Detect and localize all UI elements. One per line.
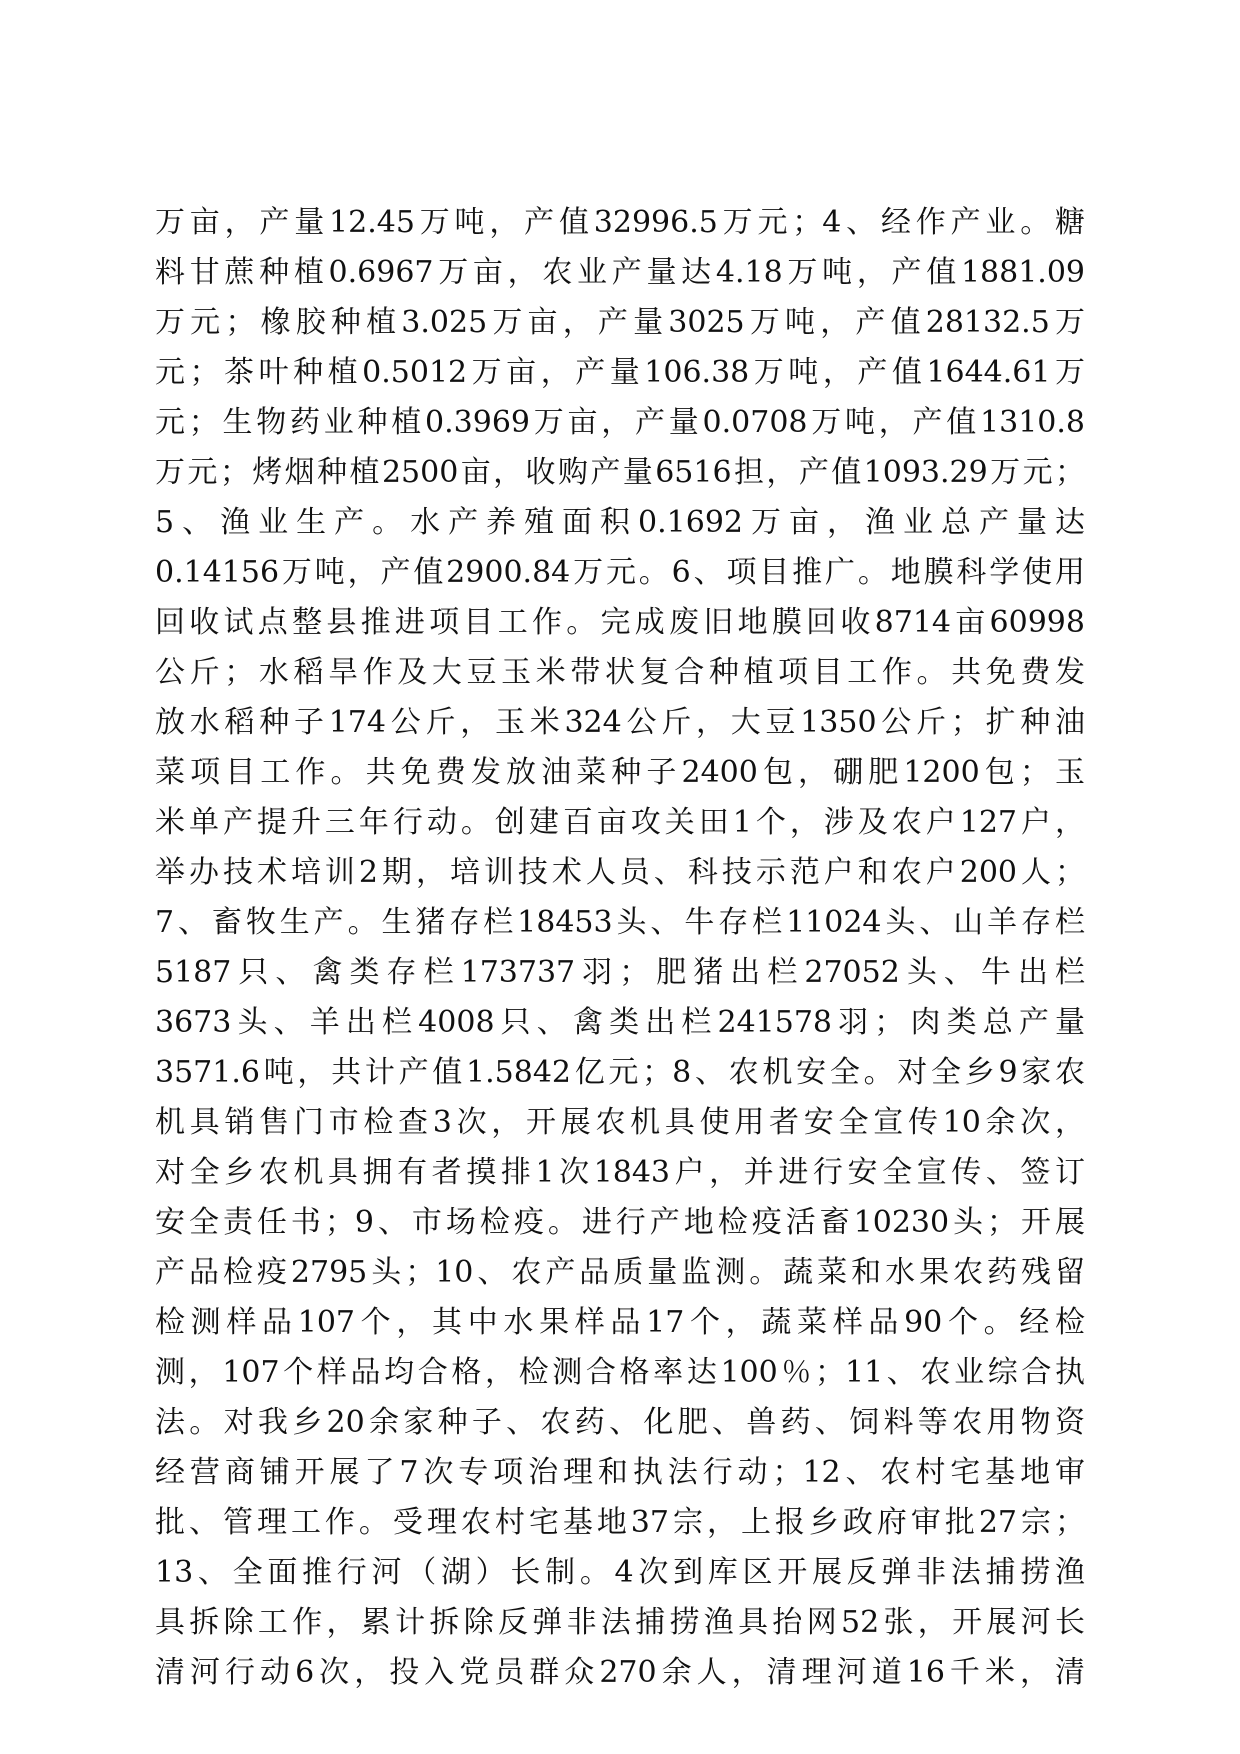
text-line: 3571.6吨，共计产值1.5842亿元；8、农机安全。对全乡9家农	[155, 1055, 1085, 1090]
text-line: 安全责任书；9、市场检疫。进行产地检疫活畜10230头；开展	[155, 1205, 1085, 1240]
text-line: 菜项目工作。共免费发放油菜种子2400包，硼肥1200包；玉	[155, 755, 1085, 790]
body-paragraph	[155, 198, 1085, 1698]
text-line: 产品检疫2795头；10、农产品质量监测。蔬菜和水果农药残留	[155, 1255, 1085, 1290]
text-line: 检测样品107个，其中水果样品17个，蔬菜样品90个。经检	[155, 1305, 1085, 1340]
text-line: 料甘蔗种植0.6967万亩，农业产量达4.18万吨，产值1881.09	[155, 255, 1085, 290]
text-line: 元；生物药业种植0.3969万亩，产量0.0708万吨，产值1310.8	[155, 405, 1085, 440]
text-line: 具拆除工作，累计拆除反弹非法捕捞渔具抬网52张，开展河长	[155, 1605, 1085, 1640]
text-line: 回收试点整县推进项目工作。完成废旧地膜回收8714亩60998	[155, 605, 1085, 640]
text-line: 举办技术培训2期，培训技术人员、科技示范户和农户200人；	[155, 855, 1085, 890]
text-line: 对全乡农机具拥有者摸排1次1843户，并进行安全宣传、签订	[155, 1155, 1085, 1190]
text-line: 5、渔业生产。水产养殖面积0.1692万亩，渔业总产量达	[155, 505, 1085, 540]
text-line: 放水稻种子174公斤，玉米324公斤，大豆1350公斤；扩种油	[155, 705, 1085, 740]
text-line: 13、全面推行河（湖）长制。4次到库区开展反弹非法捕捞渔	[155, 1555, 1085, 1590]
text-line: 7、畜牧生产。生猪存栏18453头、牛存栏11024头、山羊存栏	[155, 905, 1085, 940]
text-line: 元；茶叶种植0.5012万亩，产量106.38万吨，产值1644.61万	[155, 355, 1085, 390]
text-line: 批、管理工作。受理农村宅基地37宗，上报乡政府审批27宗；	[155, 1505, 1085, 1540]
text-line: 经营商铺开展了7次专项治理和执法行动；12、农村宅基地审	[155, 1455, 1085, 1490]
text-line: 万亩，产量12.45万吨，产值32996.5万元；4、经作产业。糖	[155, 205, 1085, 240]
text-line: 万元；橡胶种植3.025万亩，产量3025万吨，产值28132.5万	[155, 305, 1085, 340]
text-line: 万元；烤烟种植2500亩，收购产量6516担，产值1093.29万元；	[155, 455, 1085, 490]
text-line: 3673头、羊出栏4008只、禽类出栏241578羽；肉类总产量	[155, 1005, 1085, 1040]
text-line: 米单产提升三年行动。创建百亩攻关田1个，涉及农户127户，	[155, 805, 1085, 840]
text-line: 5187只、禽类存栏173737羽；肥猪出栏27052头、牛出栏	[155, 955, 1085, 990]
text-line: 机具销售门市检查3次，开展农机具使用者安全宣传10余次，	[155, 1105, 1085, 1140]
text-line: 0.14156万吨，产值2900.84万元。6、项目推广。地膜科学使用	[155, 555, 1085, 590]
text-line: 公斤；水稻旱作及大豆玉米带状复合种植项目工作。共免费发	[155, 655, 1085, 690]
text-line: 测，107个样品均合格，检测合格率达100％；11、农业综合执	[155, 1355, 1085, 1390]
text-line: 法。对我乡20余家种子、农药、化肥、兽药、饲料等农用物资	[155, 1405, 1085, 1440]
text-line: 清河行动6次，投入党员群众270余人，清理河道16千米，清	[155, 1655, 1085, 1690]
